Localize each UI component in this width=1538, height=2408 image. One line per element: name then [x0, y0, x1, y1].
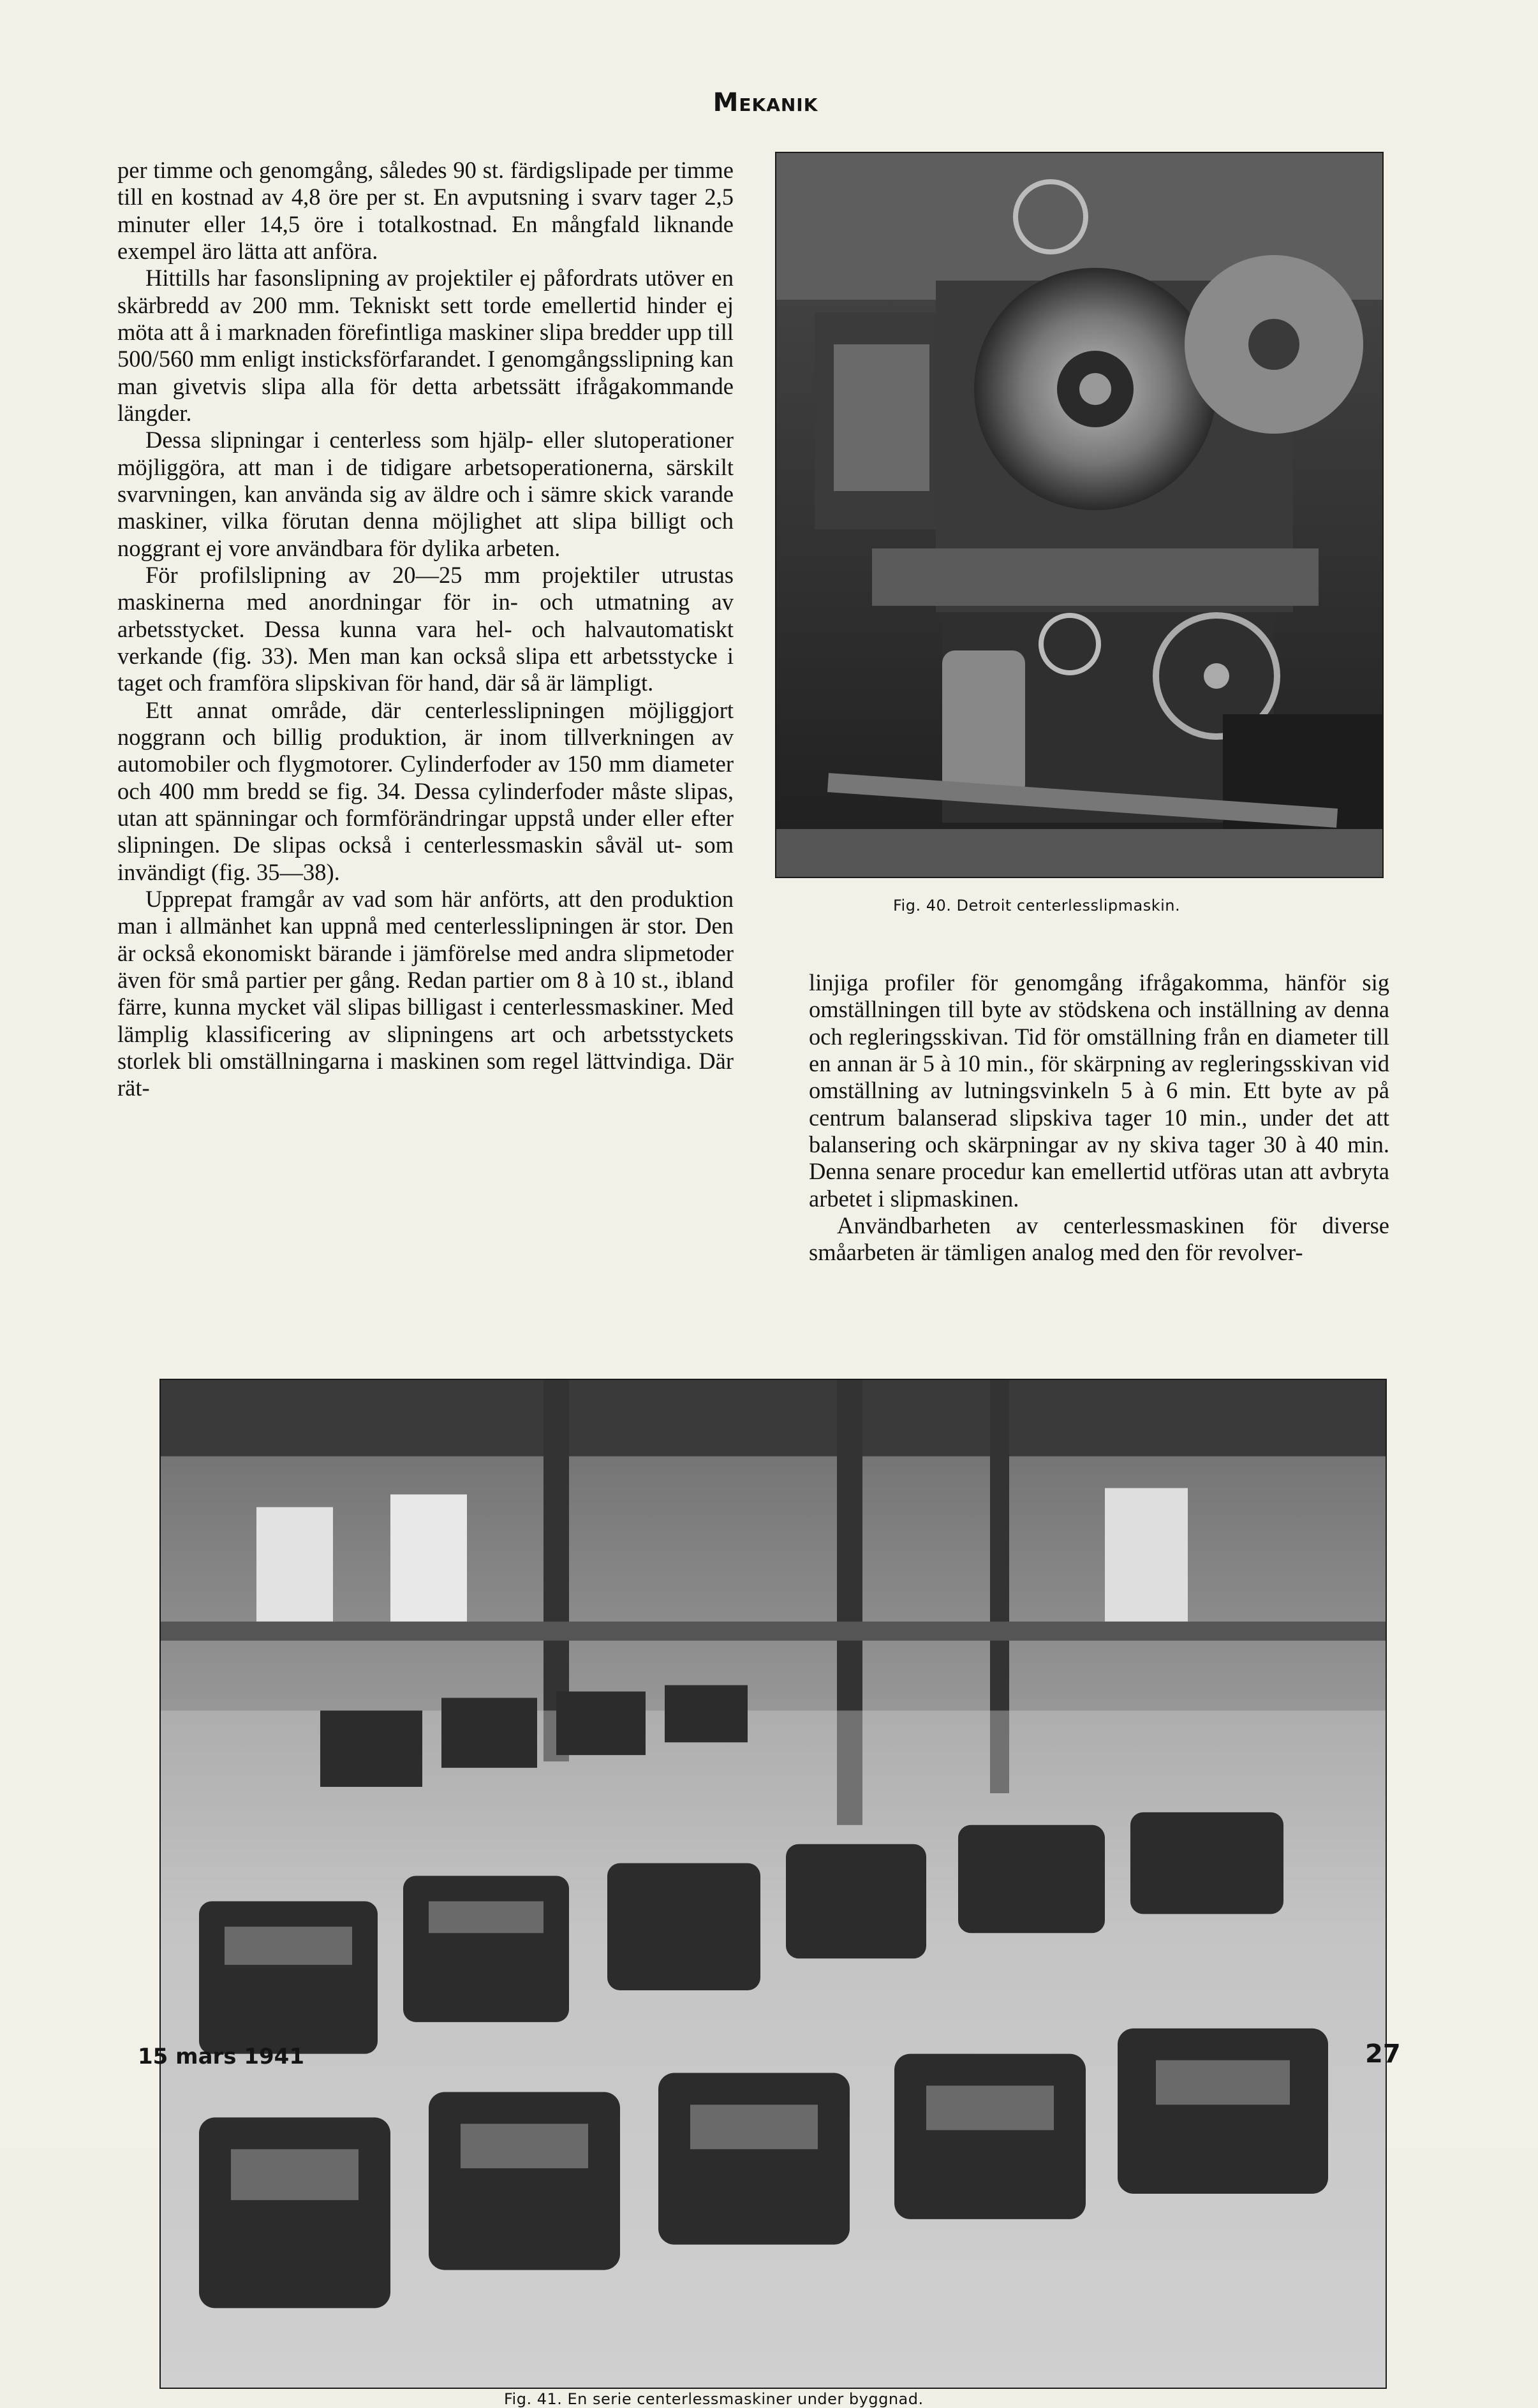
figure-41-caption: Fig. 41. En serie centerlessmaskiner under byggnad. [504, 2390, 924, 2408]
figure-41-photo [159, 1379, 1387, 2389]
issue-date: 15 mars 1941 [138, 2044, 304, 2069]
left-paragraph-4: För profilslipning av 20—25 mm projektiler utrustas maskinerna med anordningar för in- och utmatning av arbetsstycket. Dessa kunna vara hel- och halvautomatiskt verkande (fig. 33). Men man kan också slipa ett arbetsstycke i taget och framföra slipskivan för hand, där så är lämpligt. [117, 561, 734, 696]
right-text-column [809, 969, 1389, 1314]
left-paragraph-1: per timme och genomgång, således 90 st. färdigslipade per timme till en kostnad av 4,8 öre per st. En avputsning i svarv tager 2,5 minuter eller 14,5 öre i totalkostnad. En mångfald liknande exempel äro lätta att anföra. [117, 157, 734, 264]
left-paragraph-6: Upprepat framgår av vad som här anförts, att den produktion man i allmänhet kan uppnå med centerlesslipningen är stor. Den är också ekonomiskt bärande i jämförelse med andra slipmetoder även för små partier per gång. Redan partier om 8 à 10 st., ibland färre, kunna mycket väl slipas billigast i centerlessmaskiner. Med lämplig klassificering av slipningens art och arbetsstyckets storlek bli omställningarna i maskinen som regel lättvindiga. Där rät- [117, 885, 734, 1101]
page-header-title: Mekanik [713, 88, 818, 117]
right-paragraph-2: Användbarheten av centerlessmaskinen för diverse småarbeten är tämligen analog med den för revolver- [809, 1212, 1389, 1266]
left-paragraph-5: Ett annat område, där centerlesslipningen möjliggjort noggrann och billig produktion, är inom tillverkningen av automobiler och flygmotorer. Cylinderfoder av 150 mm diameter och 400 mm bredd se fig. 34. Dessa cylinderfoder måste slipas, utan att spänningar och formförändringar uppstå under eller efter slipningen. De slipas också i centerlessmaskin såväl ut- som invändigt (fig. 35—38). [117, 696, 734, 885]
figure-40-photo [775, 152, 1384, 878]
right-paragraph-1: linjiga profiler för genomgång ifrågakomma, hänför sig omställningen till byte av stödskena och inställning av denna och regleringsskivan. Tid för omställning från en diameter till en annan är 5 à 10 min., för skärpning av regleringsskivan vid omställning av lutningsvinkeln 5 à 6 min. Ett byte av på centrum balanserad slipskiva tager 10 min., under det att balansering och skärpningar av ny skiva tager 30 à 40 min. Denna senare procedur kan emellertid utföras utan att avbryta arbetet i slipmaskinen. [809, 969, 1389, 1212]
left-paragraph-3: Dessa slipningar i centerless som hjälp- eller slutoperationer möjliggöra, att man i de tidigare arbetsoperationerna, särskilt svarvningen, kan använda sig av äldre och i sämre skick varande maskiner, vilka förutan denna möjlighet att slipa billigt och noggrant ej vore användbara för dylika arbeten. [117, 427, 734, 561]
left-text-column [117, 157, 734, 1330]
figure-40-caption: Fig. 40. Detroit centerlesslipmaskin. [893, 897, 1181, 914]
machine-photo-illustration [776, 153, 1382, 877]
left-paragraph-2: Hittills har fasonslipning av projektiler ej påfordrats utöver en skärbredd av 200 mm. Tekniskt sett torde emellertid hinder ej möta att å i marknaden förefintliga maskiner slipa bredder upp till 500/560 mm enligt insticksförfarandet. I genomgångsslipning kan man givetvis slipa alla för detta arbetssätt ifrågakommande längder. [117, 265, 734, 426]
factory-hall-photo-illustration [161, 1380, 1386, 2388]
page-number: 27 [1365, 2039, 1401, 2069]
